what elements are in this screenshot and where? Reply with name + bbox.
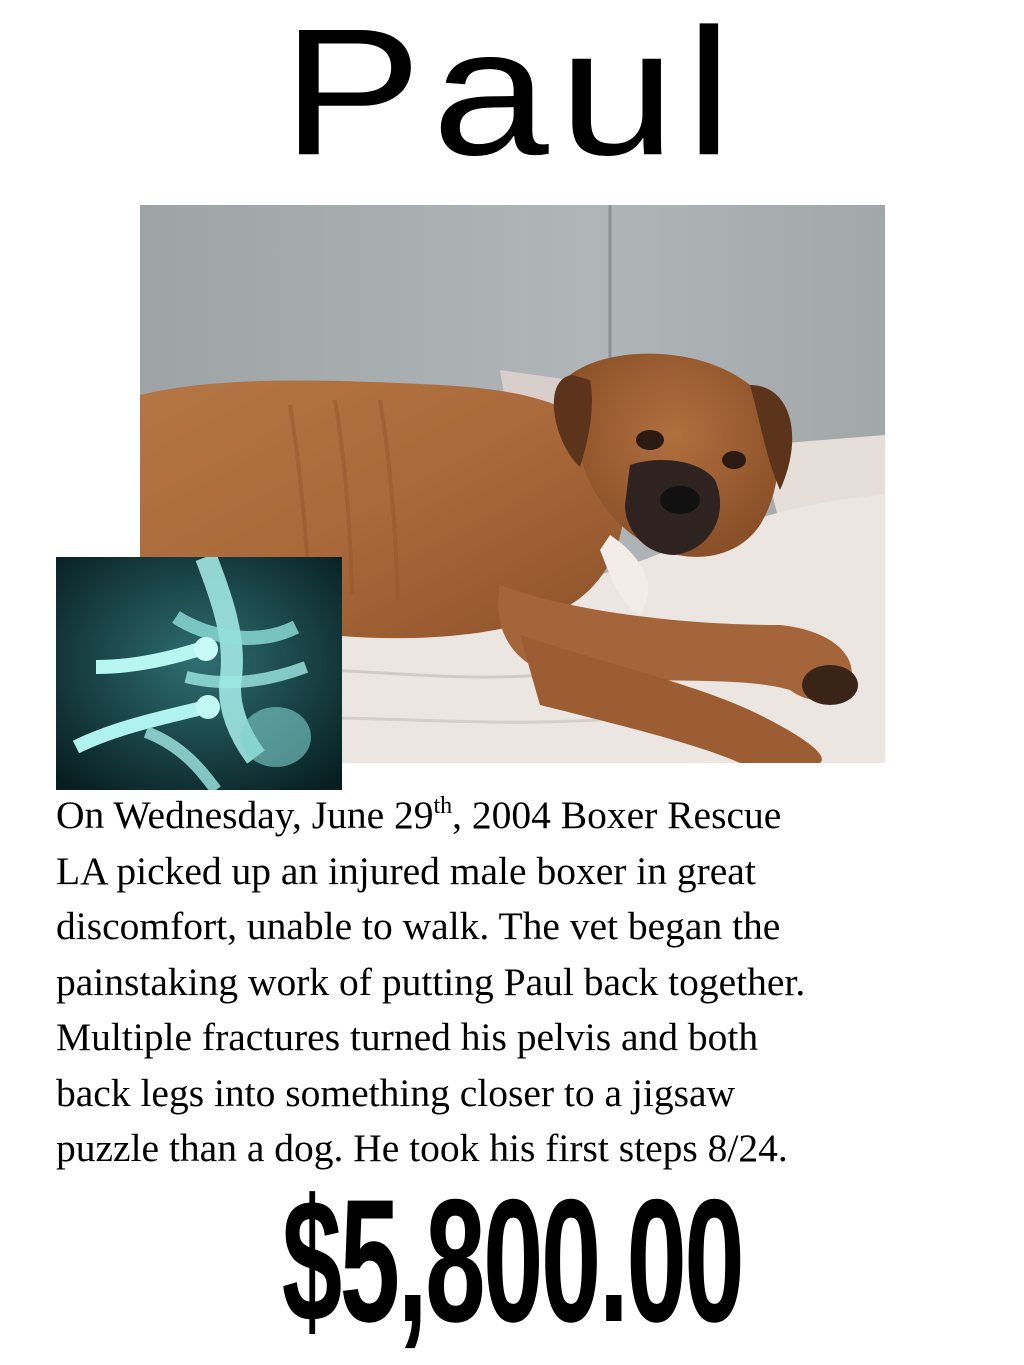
story-line: Multiple fractures turned his pelvis and both xyxy=(56,1015,759,1059)
story-line: puzzle than a dog. He took his first steps 8/24. xyxy=(56,1126,788,1170)
story-line: discomfort, unable to walk. The vet began the xyxy=(56,904,781,948)
story-text xyxy=(56,788,956,1177)
story-line: back legs into something closer to a jigsaw xyxy=(56,1070,736,1115)
cost-amount: $5,800.00 xyxy=(281,1164,743,1359)
story-line: painstaking work of putting Paul back together. xyxy=(56,959,806,1004)
story-line: LA picked up an injured male boxer in great xyxy=(56,848,756,893)
story-line: On Wednesday, June 29th, 2004 Boxer Rescue xyxy=(56,793,782,837)
xray-image xyxy=(56,557,342,790)
page-title: Paul xyxy=(281,0,743,193)
